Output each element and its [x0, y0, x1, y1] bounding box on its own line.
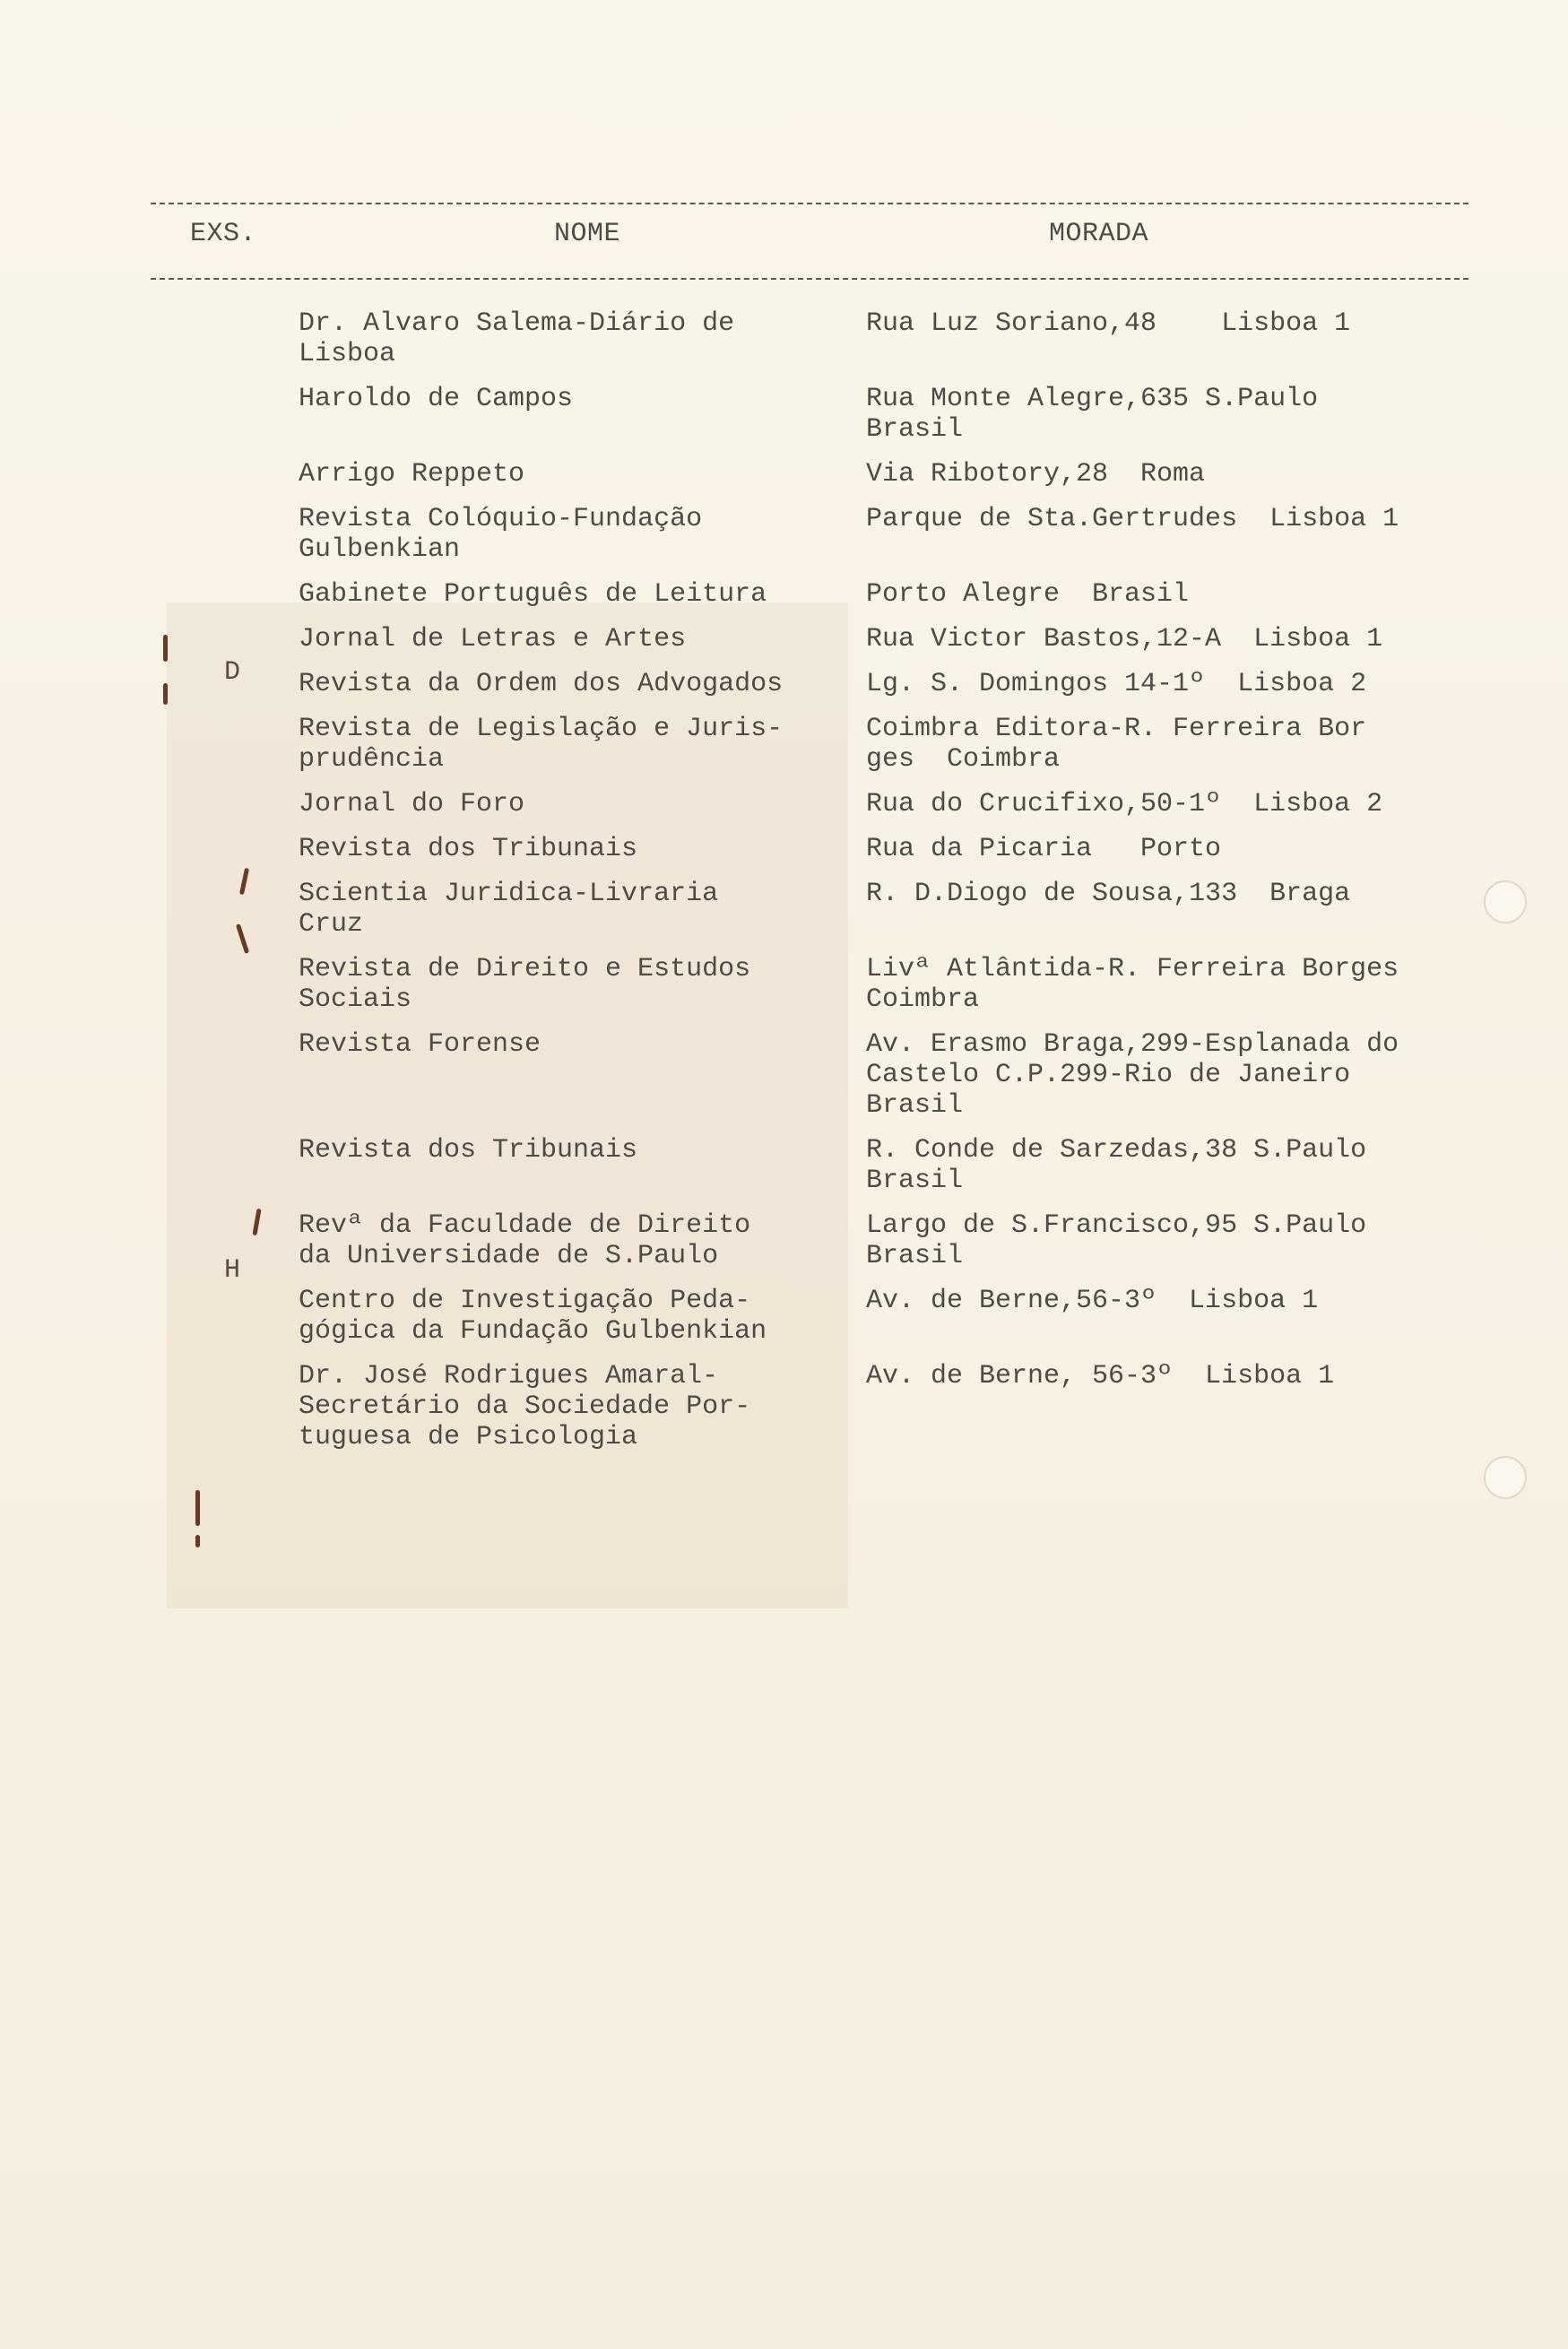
- entry-address: Coimbra Editora-R. Ferreira Bor ges Coimbra: [866, 714, 1367, 775]
- entry-name: Revista dos Tribunais: [299, 834, 638, 864]
- entry-address: Porto Alegre Brasil: [866, 579, 1190, 610]
- entry-name: Revista de Legislação e Juris- prudência: [299, 714, 784, 775]
- entry-address: Via Ribotory,28 Roma: [866, 459, 1206, 490]
- entry-name: Centro de Investigação Peda- gógica da Fundação Gulbenkian: [299, 1286, 767, 1347]
- entry-address: R. D.Diogo de Sousa,133 Braga: [866, 879, 1351, 909]
- entry-address: Av. de Berne, 56-3º Lisboa 1: [866, 1361, 1335, 1391]
- entry-name: Jornal do Foro: [299, 789, 525, 819]
- entry-name: Revista Forense: [299, 1029, 541, 1060]
- entry-name: Revista dos Tribunais: [299, 1135, 638, 1166]
- entry-name: Revista de Direito e Estudos Sociais: [299, 954, 751, 1015]
- entry-address: Lg. S. Domingos 14-1º Lisboa 2: [866, 669, 1367, 699]
- column-header-nome: NOME: [554, 219, 621, 249]
- pen-mark: [163, 635, 168, 662]
- entry-address: Rua do Crucifixo,50-1º Lisboa 2: [866, 789, 1383, 819]
- entry-name: Revista da Ordem dos Advogados: [299, 669, 784, 699]
- entry-address: Rua Victor Bastos,12-A Lisboa 1: [866, 624, 1383, 654]
- entry-name: Jornal de Letras e Artes: [299, 624, 687, 654]
- entry-address: Av. Erasmo Braga,299-Esplanada do Castelo C.P.299-Rio de Janeiro Brasil: [866, 1029, 1399, 1121]
- entry-name: Dr. José Rodrigues Amaral- Secretário da Sociedade Por- tuguesa de Psicologia: [299, 1361, 751, 1452]
- margin-mark-h: H: [224, 1255, 241, 1286]
- column-header-morada: MORADA: [1049, 219, 1149, 249]
- entry-address: Livª Atlântida-R. Ferreira Borges Coimbra: [866, 954, 1399, 1015]
- punch-hole: [1484, 880, 1527, 923]
- entry-name: Dr. Alvaro Salema-Diário de Lisboa: [299, 308, 735, 369]
- entry-address: Rua Luz Soriano,48 Lisboa 1: [866, 308, 1351, 339]
- entry-name: Haroldo de Campos: [299, 384, 574, 414]
- entry-name: Revista Colóquio-Fundação Gulbenkian: [299, 504, 703, 565]
- pen-mark: [163, 683, 168, 705]
- entry-name: Gabinete Português de Leitura: [299, 579, 767, 610]
- pen-mark: [195, 1535, 200, 1547]
- top-rule: [151, 203, 1468, 204]
- column-header-exs: EXS.: [190, 219, 257, 249]
- entry-address: R. Conde de Sarzedas,38 S.Paulo Brasil: [866, 1135, 1367, 1196]
- margin-mark-d: D: [224, 657, 241, 688]
- pen-mark: [195, 1490, 200, 1526]
- entry-address: Rua da Picaria Porto: [866, 834, 1222, 864]
- entry-address: Av. de Berne,56-3º Lisboa 1: [866, 1286, 1319, 1316]
- punch-hole: [1484, 1456, 1527, 1499]
- entry-address: Largo de S.Francisco,95 S.Paulo Brasil: [866, 1210, 1367, 1271]
- entry-name: Revª da Faculdade de Direito da Universidade de S.Paulo: [299, 1210, 751, 1271]
- entry-name: Scientia Juridica-Livraria Cruz: [299, 879, 719, 940]
- entry-name: Arrigo Reppeto: [299, 459, 525, 490]
- entry-address: Rua Monte Alegre,635 S.Paulo Brasil: [866, 384, 1319, 445]
- header-rule: [151, 278, 1468, 280]
- entry-address: Parque de Sta.Gertrudes Lisboa 1: [866, 504, 1399, 534]
